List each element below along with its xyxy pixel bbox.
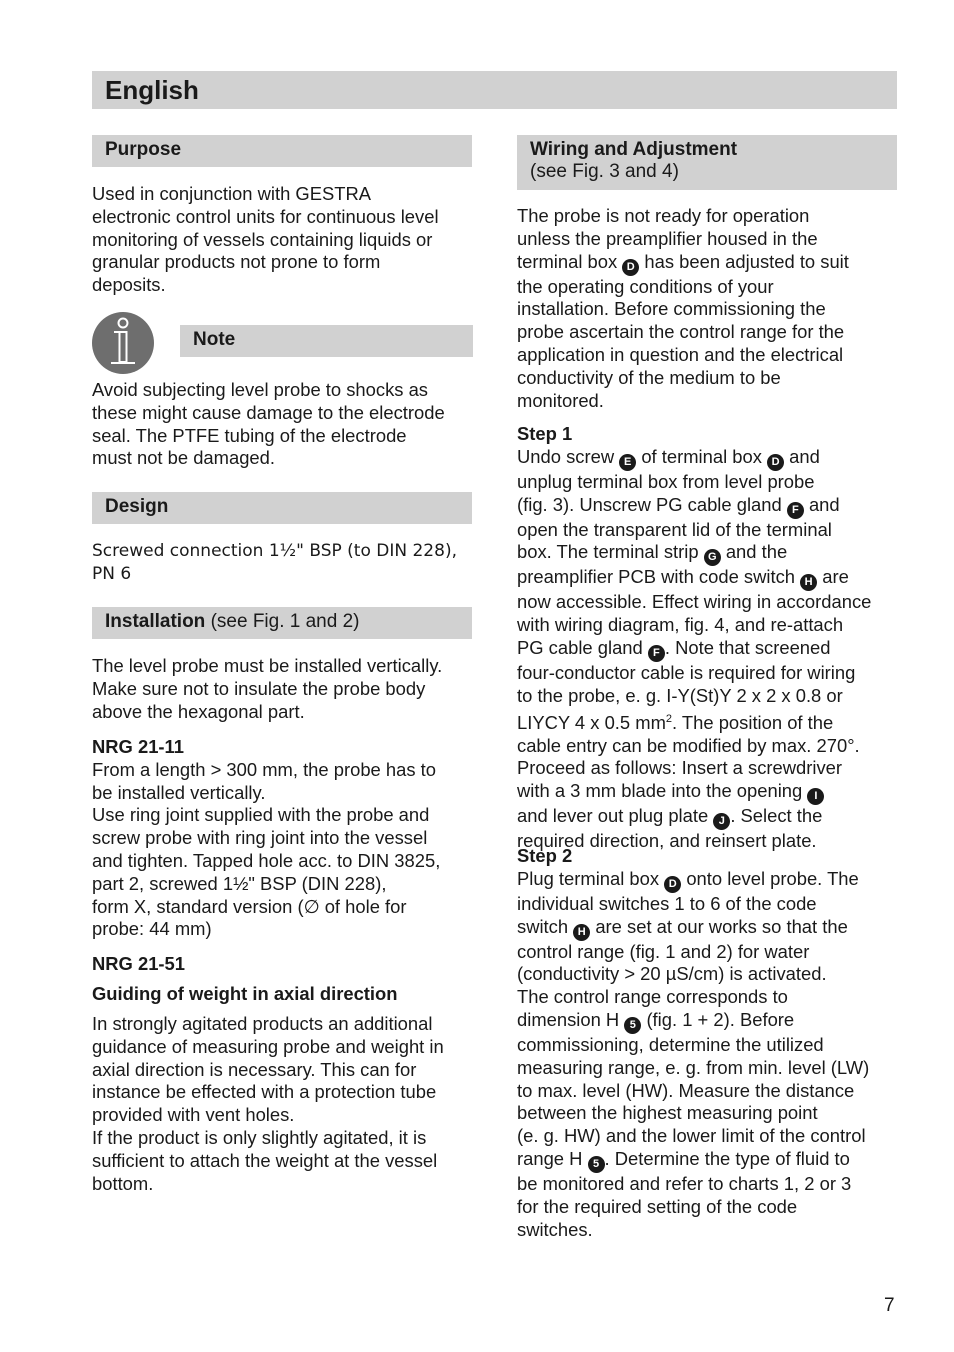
- wiring-intro-part: The probe is not ready for operation unless the preamplifier housed in the terminal box: [517, 205, 818, 272]
- installation-heading-label: Installation: [105, 611, 206, 632]
- wiring-heading-label: Wiring and Adjustment: [530, 139, 738, 160]
- step2-text: Plug terminal box: [517, 867, 665, 889]
- marker-e-icon: E: [619, 454, 636, 471]
- step2-text: . Determine the type of fluid to be monitored and refer to charts 1, 2 or 3 for the required setting of the code switches.: [517, 1147, 852, 1240]
- nrg2151-title-label: NRG 21-51: [92, 953, 186, 974]
- step1-block: [517, 423, 917, 853]
- step1-title: Step 1: [517, 423, 573, 444]
- nrg2151-subtitle: [92, 983, 482, 1006]
- step1-text: of terminal box: [636, 445, 768, 467]
- step1-text: . Note that screened four-conductor cable is required for wiring to the probe, e. g. I-Y(St)Y 2 x 2 x 0.8 or LIYCY 4 x 0.5 mm: [517, 636, 856, 733]
- step1-text: Undo screw: [517, 445, 620, 467]
- marker-j-icon: J: [713, 813, 730, 830]
- design-heading: [92, 492, 472, 524]
- wiring-intro-part: has been adjusted to suit the operating conditions of your installation. Before commissioning the probe ascertain the control range for the application in question and the electrical conductivity of the medium to be monitored.: [517, 250, 849, 411]
- marker-h-icon: H: [800, 574, 817, 591]
- marker-g-icon: G: [704, 549, 721, 566]
- purpose-heading-label: Purpose: [105, 139, 182, 160]
- nrg2151-title: [92, 953, 482, 976]
- nrg2151-subtitle-label: Guiding of weight in axial direction: [92, 983, 398, 1004]
- step2-text: onto level probe. The individual switches 1 to 6 of the code switch: [517, 867, 859, 937]
- step1-text: . Select the required direction, and reinsert plate.: [517, 805, 823, 852]
- nrg2151-text: In strongly agitated products an additional guidance of measuring probe and weight in axial direction is necessary. This can for instance be effected with a protection tube provided with vent holes. If the product is only slightly agitated, it is sufficient to attach the weight at the vessel bottom.: [92, 1013, 444, 1194]
- design-heading-label: Design: [105, 496, 169, 517]
- nrg2111-title: NRG 21-11: [92, 736, 184, 757]
- wiring-heading-subtitle: (see Fig. 3 and 4): [530, 161, 679, 182]
- step2-text: are set at our works so that the control range (fig. 1 and 2) for water (conductivity > 20 µS/cm) is activated. The control range corresponds to dimension H: [517, 915, 848, 1030]
- step1-text: and unplug terminal box from level probe (fig. 3). Unscrew PG cable gland: [517, 445, 820, 515]
- installation-heading-suffix: (see Fig. 1 and 2): [205, 611, 360, 632]
- step2-text: (fig. 1 + 2). Before commissioning, determine the utilized measuring range, e. g. from min. level (LW) to max. level (HW). Measure the distance between the highest measuring point (e. g. HW) and the lower limit of the control range H: [517, 1008, 870, 1169]
- wiring-heading: [517, 135, 897, 190]
- page-number: 7: [884, 1295, 895, 1316]
- design-text: Screwed connection 1½" BSP (to DIN 228), PN 6: [92, 541, 457, 584]
- purpose-heading: [92, 135, 472, 167]
- superscript: 2: [665, 712, 673, 725]
- nrg2111-text: From a length > 300 mm, the probe has to be installed vertically. Use ring joint supplied with the probe and screw probe with ring joint into the vessel and tighten. Tapped hole acc. to DIN 3825, part 2, screwed 1½" BSP (DIN 228), form X, standard version (∅ of hole for probe: 44 mm): [92, 758, 441, 940]
- wiring-intro: [517, 205, 907, 412]
- marker-d-icon: D: [767, 454, 784, 471]
- marker-i-icon: I: [807, 788, 824, 805]
- note-text: Avoid subjecting level probe to shocks as these might cause damage to the electrode seal. The PTFE tubing of the electrode must not be damaged.: [92, 379, 445, 469]
- installation-heading: [92, 607, 472, 639]
- note-heading: [180, 325, 473, 357]
- step1-text: . The position of the cable entry can be modified by max. 270°. Proceed as follows: Insert a screwdriver with a 3 mm blade into the opening: [517, 711, 860, 802]
- step1-text: and open the transparent lid of the terminal box. The terminal strip: [517, 493, 840, 563]
- step1-text: and lever out plug plate: [517, 805, 709, 827]
- purpose-text: Used in conjunction with GESTRA electronic control units for continuous level monitoring of vessels containing liquids or granular products not prone to form deposits.: [92, 183, 439, 296]
- info-icon: [92, 312, 154, 374]
- step1-text: are now accessible. Effect wiring in accordance with wiring diagram, fig. 4, and re-attach PG cable gland: [517, 566, 872, 658]
- step2-title: Step 2: [517, 845, 573, 866]
- nrg2111-block: [92, 736, 482, 941]
- marker-f-icon: F: [648, 645, 665, 662]
- installation-text: The level probe must be installed vertically. Make sure not to insulate the probe body above the hexagonal part.: [92, 655, 443, 722]
- marker-5-icon: 5: [588, 1156, 605, 1173]
- marker-h-icon: H: [573, 924, 590, 941]
- marker-d-icon: D: [664, 876, 681, 893]
- step2-block: [517, 845, 917, 1241]
- marker-d-icon: D: [622, 259, 639, 276]
- note-heading-label: Note: [193, 329, 236, 350]
- language-header-bar: [92, 71, 897, 109]
- marker-5-icon: 5: [624, 1017, 641, 1034]
- marker-f-icon: F: [787, 502, 804, 519]
- language-title: English: [105, 75, 199, 105]
- step1-text: and the preamplifier PCB with code switch: [517, 541, 796, 588]
